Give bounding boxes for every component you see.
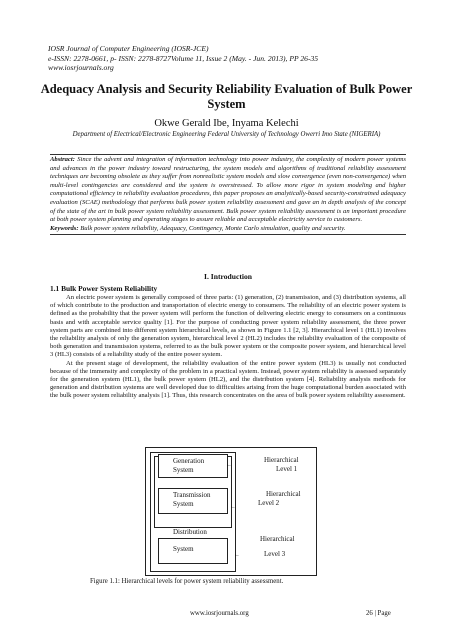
abstract-text: Since the advent and integration of information technology into power industry, the complexity of modern power systems and advances in the power industry toward restructuring, the system models and algorithms of traditional reliability assessment techniques are becoming obsolete as they suffer from nonrealistic system models and slow convergence (even non-convergence) when multi-level contingencies are considered and the system is overstressed. To allow more rigor in system modeling and higher computational efficiency in reliability evaluation procedures, this paper proposes an analytically-based security-constrained adequacy evaluation (SCAE) methodology that performs bulk power system reliability assessment and gave an in depth analysis of the concept of the state of the art in bulk power system reliability assessment. Bulk power system reliability assessment is an important procedure at both power system planning and operating stages to assure reliable and acceptable electricity service to customers.	[50, 156, 406, 224]
abstract-label: Abstract:	[50, 156, 75, 163]
journal-site[interactable]: www.iosrjournals.org	[48, 63, 114, 72]
author-affiliation: Department of Electrical/Electronic Engineering Federal University of Technology Owerri Imo State (NIGERIA)	[72, 131, 381, 138]
paper-authors: Okwe Gerald Ibe, Inyama Kelechi	[154, 118, 299, 129]
paragraph: At the present stage of development, the reliability evaluation of the entire power system (HL3) is usually not conducted because of the immensity and complexity of the problem in a practical system. Instead, power system reliability is assessed separately for the generation system (HL1), the bulk power system (HL2), and the distribution system [4]. Reliability analysis methods for generation and distribution systems are well developed due to difficulties arising from the huge computational burden associated with the bulk power system reliability analysis [1]. Thus, this research concentrates on the area of bulk power system reliability assessment.	[50, 359, 406, 400]
arrow-icon: ←	[230, 504, 236, 510]
keywords-label: Keywords:	[50, 224, 79, 232]
journal-name: IOSR Journal of Computer Engineering (IOSR-JCE)	[48, 44, 209, 53]
journal-header	[48, 44, 428, 73]
body-text	[50, 294, 406, 401]
arrow-icon: ←	[234, 552, 240, 558]
hl1-label: Hierarchical Level 1	[264, 456, 299, 473]
keywords-text: Bulk power system reliability, Adequacy, Contingency, Monte Carlo simulation, quality and security.	[80, 224, 346, 232]
subsection-heading: 1.1 Bulk Power System Reliability	[50, 284, 158, 293]
generation-label: Generation System	[173, 457, 205, 474]
distribution-label: Distribution System	[173, 528, 207, 553]
hierarchy-figure	[145, 447, 317, 576]
figure-caption: Figure 1.1: Hierarchical levels for power system reliability assessment.	[90, 578, 284, 585]
hl3-label: Hierarchical Level 3	[260, 535, 295, 558]
abstract-block	[50, 154, 406, 235]
journal-issn: e-ISSN: 2278-0661, p- ISSN: 2278-8727Volume 11, Issue 2 (May. - Jun. 2013), PP 26-35	[48, 53, 319, 63]
paragraph: An electric power system is generally composed of three parts: (1) generation, (2) transmission, and (3) distribution systems, all of which contribute to the production and transportation of electric energy to consumers. The reliability of an electric power system is defined as the probability that the power system will perform the function of delivering electric energy to consumers on a continuous basis and with acceptable service quality [1]. For the purpose of conducting power system reliability assessment, the three power system parts are combined into different system hierarchical levels, as shown in Figure 1.1 [2, 3]. Hierarchical level 1 (HL1) involves the reliability analysis of only the generation system, hierarchical level 2 (HL2) includes the reliability evaluation of the composite of both generation and transmission systems, referred to as the bulk power system or the composite power system, and hierarchical level 3 (HL3) consists of a reliability study of the entire power system.	[50, 294, 406, 359]
paper-title: Adequacy Analysis and Security Reliability Evaluation of Bulk Power System	[40, 82, 413, 111]
footer-site[interactable]: www.iosrjournals.org	[190, 610, 249, 617]
section-heading: I. Introduction	[204, 272, 252, 281]
hl2-label: Hierarchical Level 2	[258, 490, 301, 507]
page-number: 26 | Page	[366, 610, 391, 617]
transmission-label: Transmission System	[173, 491, 211, 508]
arrow-icon: ←	[226, 462, 232, 468]
